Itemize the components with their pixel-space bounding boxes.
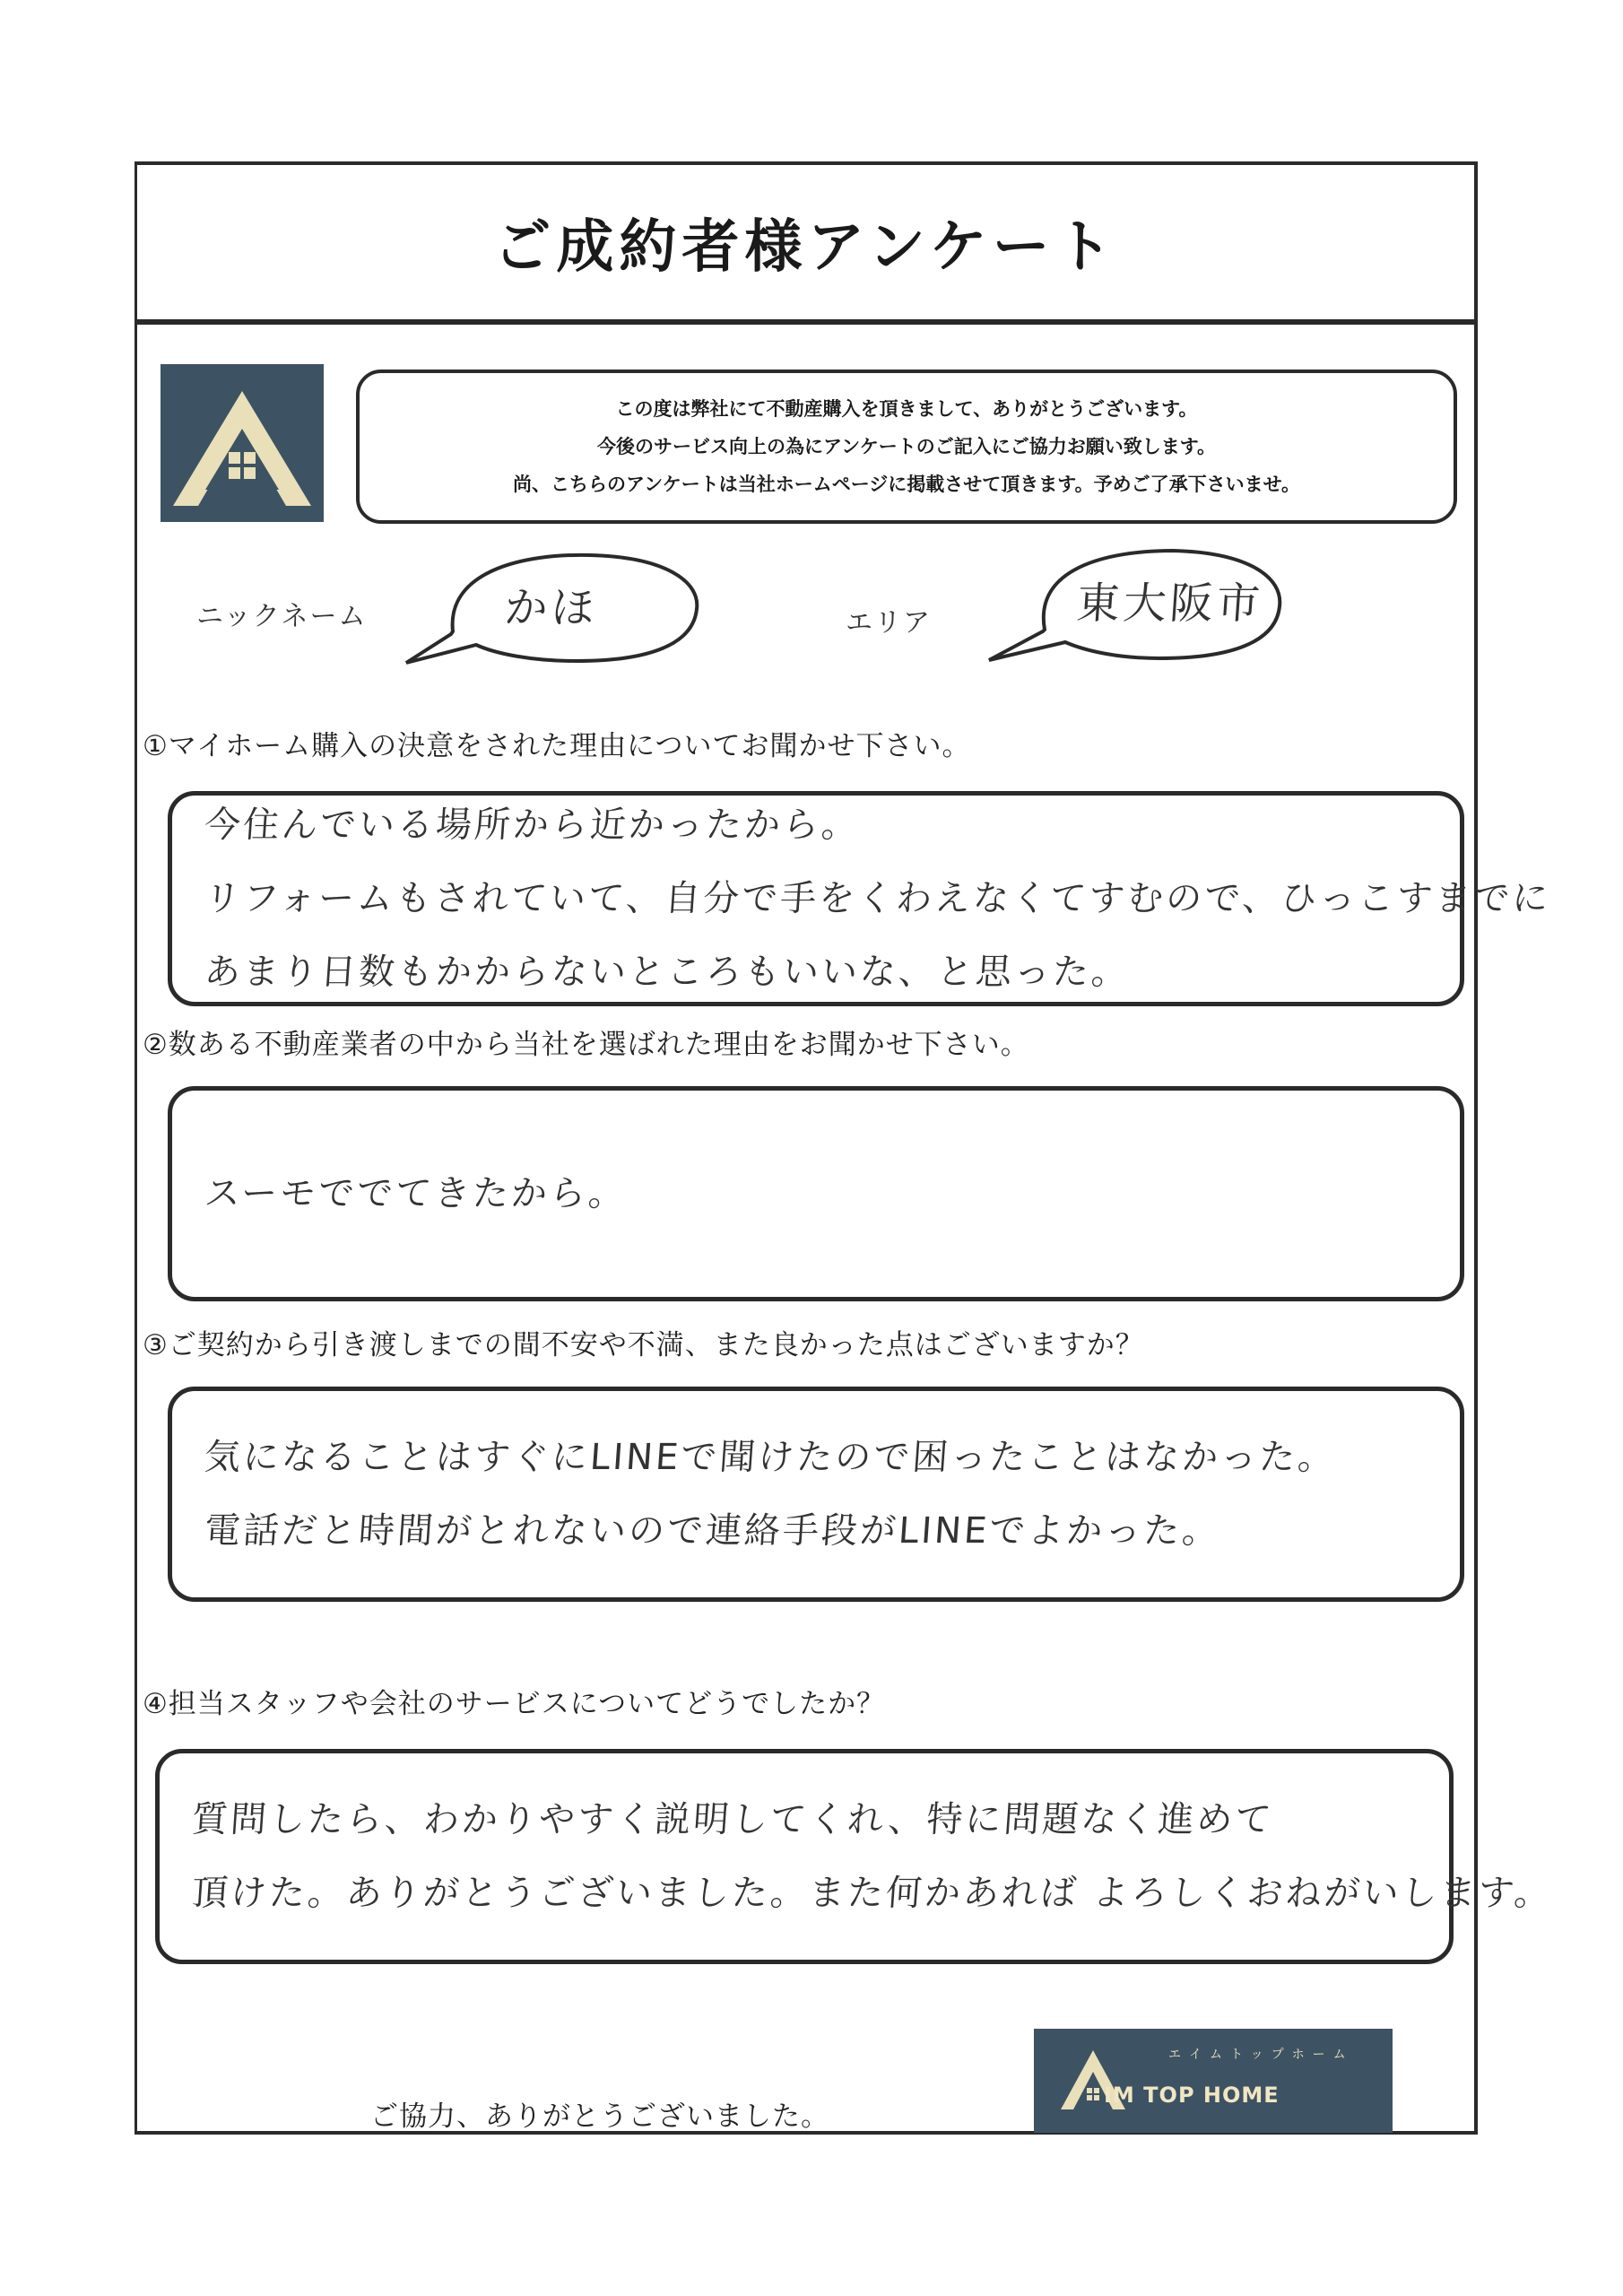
notice-line: 尚、こちらのアンケートは当社ホームページに掲載させて頂きます。予めご了承下さいませ。 [512,474,1300,495]
question-1: ①マイホーム購入の決意をされた理由についてお聞かせ下さい。 [143,730,971,762]
answer-box-1 [168,791,1553,1006]
brand-logo [1034,2029,1393,2133]
answer-1-line: あまり日数もかからないところもいいな、と思った。 [203,952,1132,993]
question-2: ②数ある不動産業者の中から当社を選ばれた理由をお聞かせ下さい。 [143,1029,1029,1061]
answer-box-2 [168,1086,1464,1301]
area-label: エリア [846,607,932,639]
answer-1-line: リフォームもされていて、自分で手をくわえなくてすむので、ひっこすまでに [203,878,1553,919]
answer-4-line: 頂けた。ありがとうございました。また何かあれば よろしくおねがいします。 [190,1873,1555,1914]
brand-name: IM TOP HOME [1104,2083,1280,2108]
notice-line: この度は弊社にて不動産購入を頂きまして、ありがとうございます。 [615,398,1198,420]
answer-2-line: スーモででてきたから。 [203,1173,629,1214]
nickname-value: かほ [502,583,600,633]
question-4: ④担当スタッフや会社のサービスについてどうでしたか？ [143,1688,886,1720]
notice-box [356,370,1457,524]
page-title: ご成約者様アンケート [493,214,1118,281]
notice-line: 今後のサービス向上の為にアンケートのご記入にご協力お願い致します。 [596,436,1217,457]
company-logo-icon [161,364,324,522]
answer-box-4 [155,1749,1555,1964]
closing-text: ご協力、ありがとうございました。 [370,2100,829,2133]
answer-3-line: 気になることはすぐにLINEで聞けたので困ったことはなかった。 [203,1437,1338,1478]
answer-1-line: 今住んでいる場所から近かったから。 [203,804,862,846]
answer-4-line: 質問したら、わかりやすく説明してくれ、特に問題なく進めて [190,1799,1276,1840]
question-3: ③ご契約から引き渡しまでの間不安や不満、また良かった点はございますか？ [143,1329,1144,1361]
area-bubble [980,542,1289,676]
area-value: 東大阪市 [1074,578,1265,629]
answer-box-3 [168,1387,1464,1602]
nickname-bubble [397,546,707,681]
answer-3-line: 電話だと時間がとれないので連絡手段がLINEでよかった。 [203,1510,1222,1552]
nickname-label: ニックネーム [196,601,368,632]
brand-kana: エイムトップホーム [1168,2048,1354,2062]
title-band [137,165,1474,325]
survey-sheet [135,161,1555,2135]
